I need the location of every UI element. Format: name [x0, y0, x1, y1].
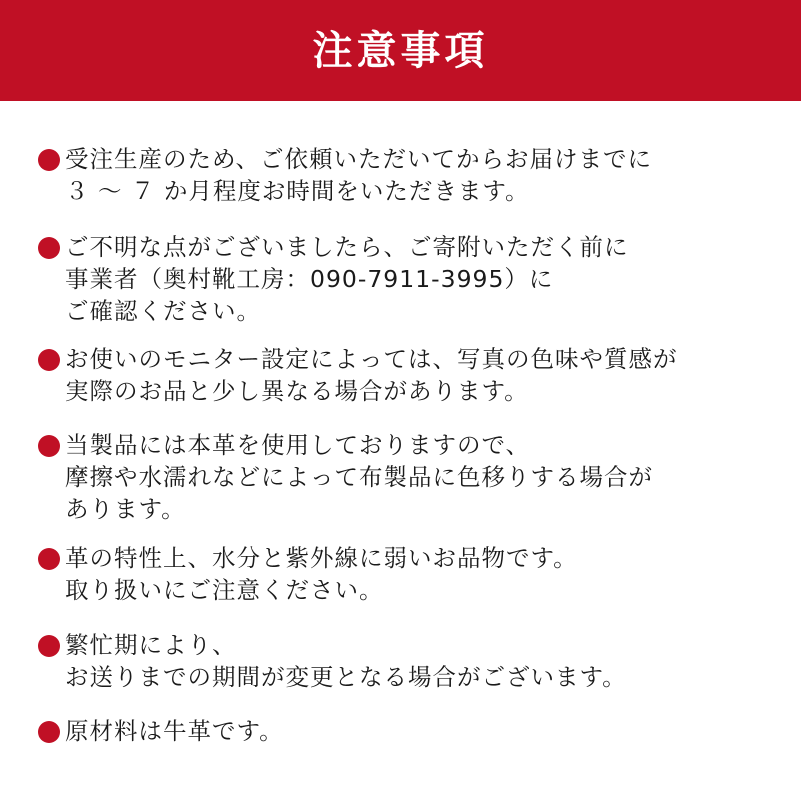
note-line: [38, 493, 778, 525]
note-line: [38, 263, 778, 295]
note-text: お送りまでの期間が変更となる場合がございます。: [65, 663, 627, 691]
note-text: 革の特性上、水分と紫外線に弱いお品物です。: [65, 544, 578, 572]
note-line: [38, 295, 778, 327]
note-line: [38, 629, 778, 661]
header-banner: [0, 0, 801, 101]
note-line: [38, 542, 778, 574]
bullet-icon: [38, 635, 60, 657]
note-line: [38, 715, 778, 747]
note-text: 実際のお品と少し異なる場合があります。: [65, 377, 529, 405]
note-item: [38, 429, 778, 525]
bullet-icon: [38, 149, 60, 171]
bullet-icon: [38, 237, 60, 259]
note-text: 原材料は牛革です。: [65, 717, 284, 745]
bullet-icon: [38, 435, 60, 457]
note-line: [38, 375, 778, 407]
note-item: [38, 629, 778, 693]
bullet-icon: [38, 548, 60, 570]
note-text: ３ ～ ７ か月程度お時間をいただきます。: [65, 177, 530, 205]
note-line: [38, 143, 778, 175]
note-item: [38, 715, 778, 747]
note-line: [38, 661, 778, 693]
note-item: [38, 143, 778, 207]
note-line: [38, 461, 778, 493]
note-item: [38, 542, 778, 606]
note-text: 受注生産のため、ご依頼いただいてからお届けまでに: [65, 145, 653, 173]
note-line: [38, 343, 778, 375]
note-text: ご不明な点がございましたら、ご寄附いただく前に: [65, 233, 629, 261]
note-text: ご確認ください。: [65, 297, 261, 325]
note-line: [38, 429, 778, 461]
note-text: 取り扱いにご注意ください。: [65, 576, 384, 604]
note-text: あります。: [65, 495, 186, 523]
note-item: [38, 343, 778, 407]
bullet-icon: [38, 721, 60, 743]
note-text: 事業者（奥村靴工房：090-7911-3995）に: [65, 265, 554, 293]
note-line: [38, 175, 778, 207]
note-text: お使いのモニター設定によっては、写真の色味や質感が: [65, 345, 678, 373]
note-item: [38, 231, 778, 327]
note-line: [38, 231, 778, 263]
note-text: 当製品には本革を使用しておりますので、: [65, 431, 531, 459]
notes-list: [0, 101, 801, 801]
note-line: [38, 574, 778, 606]
bullet-icon: [38, 349, 60, 371]
note-text: 繁忙期により、: [65, 631, 237, 659]
page-title: 注意事項: [312, 27, 489, 74]
note-text: 摩擦や水濡れなどによって布製品に色移りする場合が: [65, 463, 653, 491]
